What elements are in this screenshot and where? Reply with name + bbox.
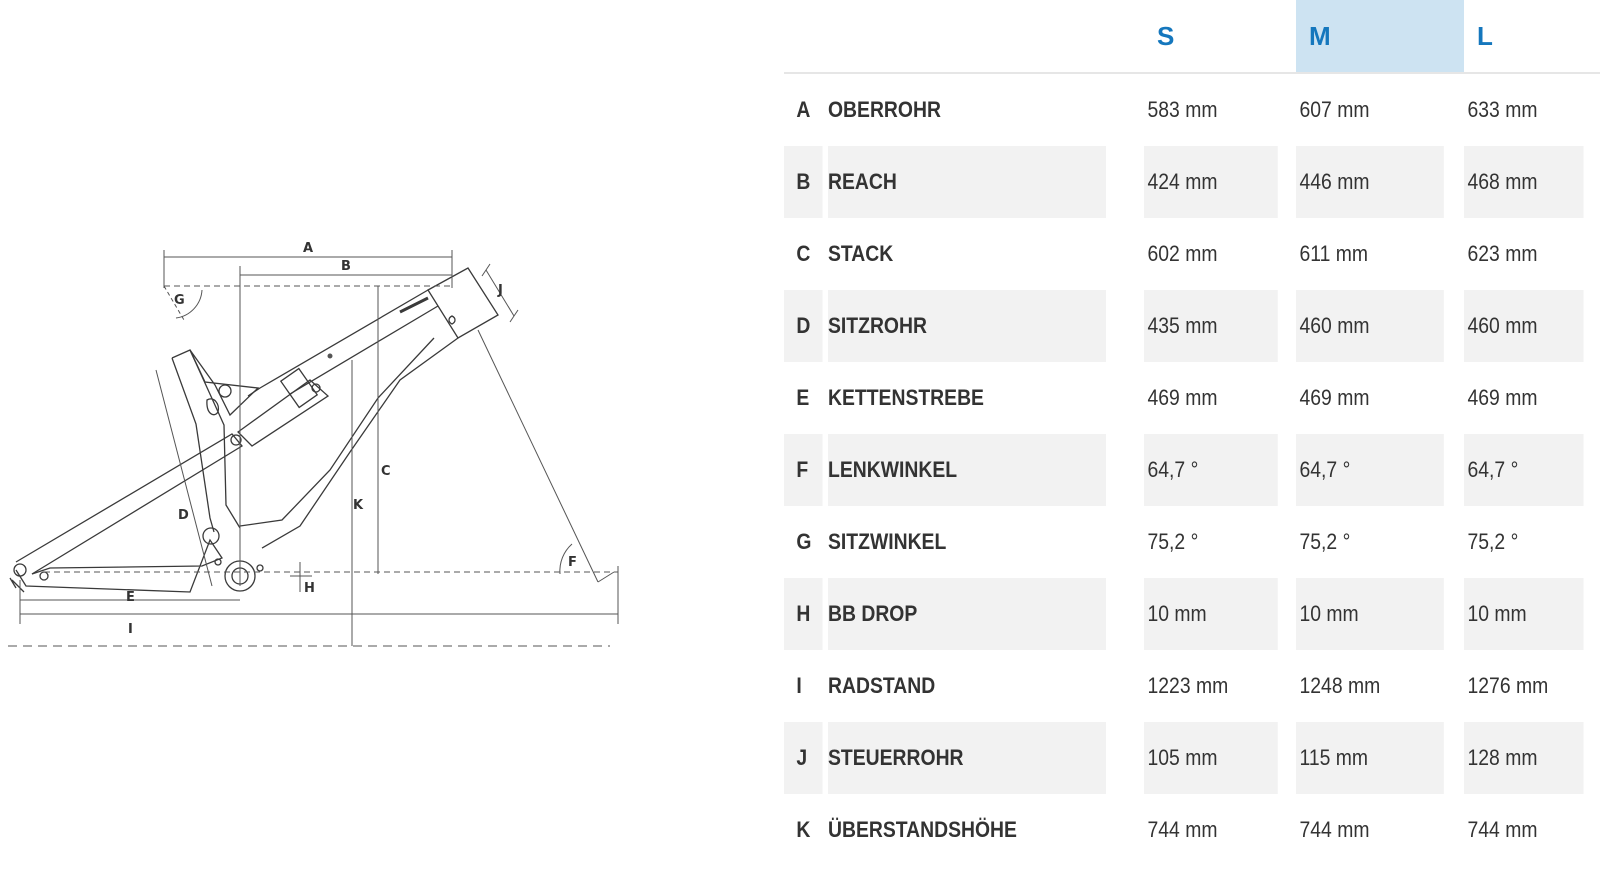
- value-l: 460 mm: [1464, 290, 1584, 362]
- label-e: E: [126, 590, 135, 605]
- value-s: 424 mm: [1144, 146, 1278, 218]
- bike-frame-drawing: [10, 268, 498, 592]
- value-s: 469 mm: [1147, 385, 1218, 410]
- value-l: 128 mm: [1464, 722, 1584, 794]
- row-name: ÜBERSTANDSHÖHE: [828, 817, 1017, 842]
- table-row: [784, 722, 1600, 794]
- row-letter: B: [784, 146, 823, 218]
- row-name: BB DROP: [828, 578, 1106, 650]
- value-l: 623 mm: [1467, 241, 1538, 266]
- label-j: J: [498, 283, 503, 298]
- header-blank-name: [828, 0, 1144, 73]
- value-m: 607 mm: [1299, 97, 1370, 122]
- row-name: SITZROHR: [828, 290, 1106, 362]
- row-name: RADSTAND: [828, 673, 936, 698]
- head-tube-logo: [449, 316, 455, 324]
- value-l: 10 mm: [1464, 578, 1584, 650]
- label-d: D: [178, 508, 189, 523]
- row-name: LENKWINKEL: [828, 434, 1106, 506]
- value-l: 633 mm: [1467, 97, 1538, 122]
- value-m: 469 mm: [1299, 385, 1370, 410]
- table-row: [784, 506, 1600, 578]
- table-row: [784, 434, 1600, 506]
- value-s: 64,7 °: [1144, 434, 1278, 506]
- rocker-pivot: [219, 385, 231, 397]
- value-s: 602 mm: [1147, 241, 1218, 266]
- size-header-l[interactable]: L: [1464, 0, 1600, 73]
- value-l: 75,2 °: [1467, 529, 1519, 554]
- label-f: F: [568, 555, 577, 570]
- value-s: 105 mm: [1144, 722, 1278, 794]
- table-row: [784, 650, 1600, 722]
- row-letter: I: [796, 673, 802, 698]
- down-tube-shape: [240, 338, 458, 548]
- value-m: 64,7 °: [1296, 434, 1444, 506]
- label-k: K: [353, 498, 364, 513]
- value-s: 10 mm: [1144, 578, 1278, 650]
- row-letter: J: [784, 722, 823, 794]
- label-a: A: [303, 241, 314, 256]
- value-s: 1223 mm: [1147, 673, 1229, 698]
- row-letter: A: [796, 97, 811, 122]
- row-letter: F: [784, 434, 823, 506]
- label-b: B: [341, 259, 351, 274]
- top-tube-cable-port: [400, 298, 428, 312]
- table-row: [784, 218, 1600, 290]
- chain-stay-shape: [16, 540, 222, 592]
- bb-bolt: [257, 565, 263, 571]
- row-name: SITZWINKEL: [828, 529, 947, 554]
- value-s: 435 mm: [1144, 290, 1278, 362]
- row-name: OBERROHR: [828, 97, 941, 122]
- table-row: [784, 794, 1600, 866]
- value-l: 744 mm: [1467, 817, 1538, 842]
- value-m: 1248 mm: [1299, 673, 1381, 698]
- value-m: 115 mm: [1296, 722, 1444, 794]
- label-g: G: [174, 293, 185, 308]
- seat-tube-shape: [172, 350, 240, 532]
- size-header-m[interactable]: M: [1296, 0, 1464, 73]
- row-letter: K: [796, 817, 811, 842]
- size-header-row: [784, 0, 1600, 73]
- value-l: 469 mm: [1467, 385, 1538, 410]
- label-h: H: [304, 581, 315, 596]
- size-header-s[interactable]: S: [1144, 0, 1296, 73]
- table-row: [784, 290, 1600, 362]
- row-name: KETTENSTREBE: [828, 385, 984, 410]
- table-row: [784, 73, 1600, 146]
- rocker-link-shape: [190, 350, 258, 415]
- row-letter: G: [796, 529, 812, 554]
- table-row: [784, 146, 1600, 218]
- frame-geometry-diagram: [0, 0, 780, 875]
- row-name: STEUERROHR: [828, 722, 1106, 794]
- label-c: C: [381, 464, 391, 479]
- value-s: 744 mm: [1147, 817, 1218, 842]
- value-m: 446 mm: [1296, 146, 1444, 218]
- value-m: 75,2 °: [1299, 529, 1351, 554]
- header-blank: [784, 0, 828, 73]
- head-tube-shape: [428, 268, 498, 338]
- value-l: 468 mm: [1464, 146, 1584, 218]
- value-m: 744 mm: [1299, 817, 1370, 842]
- row-letter: C: [796, 241, 811, 266]
- value-l: 64,7 °: [1464, 434, 1584, 506]
- value-l: 1276 mm: [1467, 673, 1549, 698]
- value-m: 611 mm: [1299, 241, 1369, 266]
- row-letter: H: [784, 578, 823, 650]
- row-name: REACH: [828, 146, 1106, 218]
- rear-axle: [40, 572, 48, 580]
- value-s: 583 mm: [1147, 97, 1218, 122]
- row-letter: E: [796, 385, 810, 410]
- rear-dropout: [14, 564, 26, 576]
- geometry-table: [784, 0, 1600, 866]
- label-i: I: [128, 622, 133, 637]
- row-name: STACK: [828, 241, 894, 266]
- table-row: [784, 362, 1600, 434]
- row-letter: D: [784, 290, 823, 362]
- value-m: 10 mm: [1296, 578, 1444, 650]
- value-s: 75,2 °: [1147, 529, 1199, 554]
- table-row: [784, 578, 1600, 650]
- value-m: 460 mm: [1296, 290, 1444, 362]
